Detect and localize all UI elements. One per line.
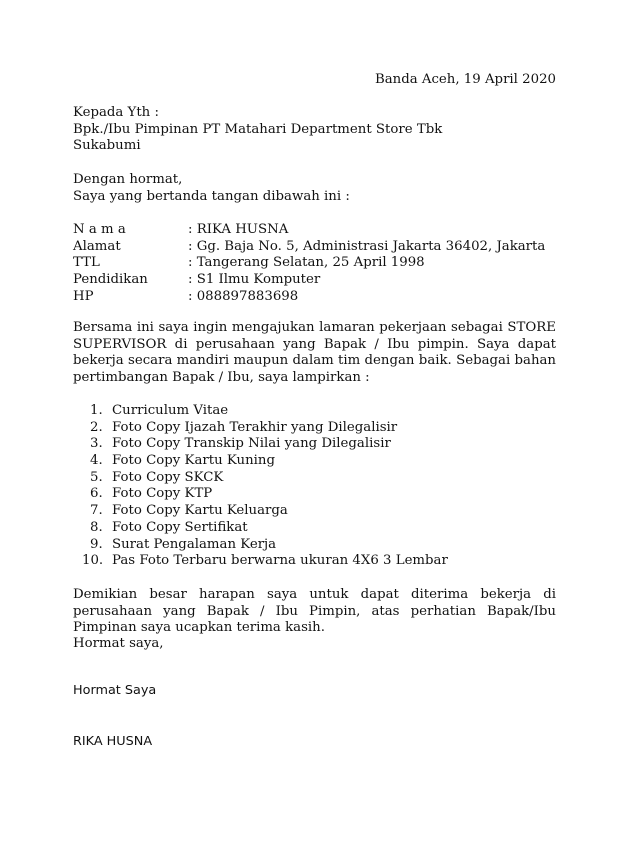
recipient-line-1: Kepada Yth : — [73, 105, 159, 120]
identity-value: : Gg. Baja No. 5, Administrasi Jakarta 36402, Jakarta — [188, 238, 546, 254]
list-item: 2. Foto Copy Ijazah Terakhir yang Dilegalisir — [90, 419, 398, 435]
list-item: 8. Foto Copy Sertifikat — [90, 519, 248, 535]
identity-table — [73, 222, 545, 305]
identity-row-education — [73, 272, 545, 289]
intro-line: Saya yang bertanda tangan dibawah ini : — [73, 188, 350, 204]
identity-label: N a m a — [73, 222, 126, 237]
list-item: 9. Surat Pengalaman Kerja — [90, 536, 277, 552]
identity-value: : 088897883698 — [188, 288, 299, 304]
recipient-line-3: Sukabumi — [73, 138, 141, 154]
identity-row-address — [73, 239, 545, 256]
identity-label: TTL — [73, 255, 100, 271]
identity-row-phone — [73, 289, 545, 306]
recipient-block — [73, 105, 442, 155]
list-item: 1. Curriculum Vitae — [90, 403, 229, 418]
closing-line-sans: Hormat Saya — [73, 683, 157, 698]
identity-value: : Tangerang Selatan, 25 April 1998 — [188, 255, 425, 271]
identity-label: Pendidikan — [73, 272, 148, 288]
identity-label: Alamat — [73, 238, 121, 254]
identity-value: : S1 Ilmu Komputer — [188, 272, 321, 288]
closing-line: Hormat saya, — [73, 636, 164, 651]
identity-label: HP — [73, 288, 94, 304]
signer-name: RIKA HUSNA — [73, 734, 153, 749]
greeting-block — [73, 172, 350, 205]
identity-value: : RIKA HUSNA — [188, 222, 289, 237]
list-item: 5. Foto Copy SKCK — [90, 469, 224, 485]
place-date: Banda Aceh, 19 April 2020 — [374, 72, 556, 87]
salutation: Dengan hormat, — [73, 172, 183, 187]
attachment-list — [73, 403, 448, 570]
list-item: 7. Foto Copy Kartu Keluarga — [90, 503, 288, 519]
list-item: 4. Foto Copy Kartu Kuning — [90, 453, 275, 469]
list-item: 10. Pas Foto Terbaru berwarna ukuran 4X6 3 Lembar — [82, 553, 448, 569]
recipient-line-2: Bpk./Ibu Pimpinan PT Matahari Department Store Tbk — [73, 121, 443, 137]
identity-row-name — [73, 222, 545, 239]
body-paragraph-1: Bersama ini saya ingin mengajukan lamaran pekerjaan sebagai STORE SUPERVISOR di perusahaan yang Bapak / Ibu pimpin. Saya dapat bekerja secara mandiri maupun dalam tim dengan baik. Sebagai bahan pertimbangan Bapak / Ibu, saya lampirkan : — [73, 320, 556, 386]
list-item: 6. Foto Copy KTP — [90, 486, 213, 502]
identity-row-birth — [73, 255, 545, 272]
list-item: 3. Foto Copy Transkip Nilai yang Dilegalisir — [90, 436, 391, 452]
body-paragraph-2: Demikian besar harapan saya untuk dapat diterima bekerja di perusahaan yang Bapak / Ibu Pimpin, atas perhatian Bapak/Ibu Pimpinan saya ucapkan terima kasih. — [73, 587, 556, 636]
